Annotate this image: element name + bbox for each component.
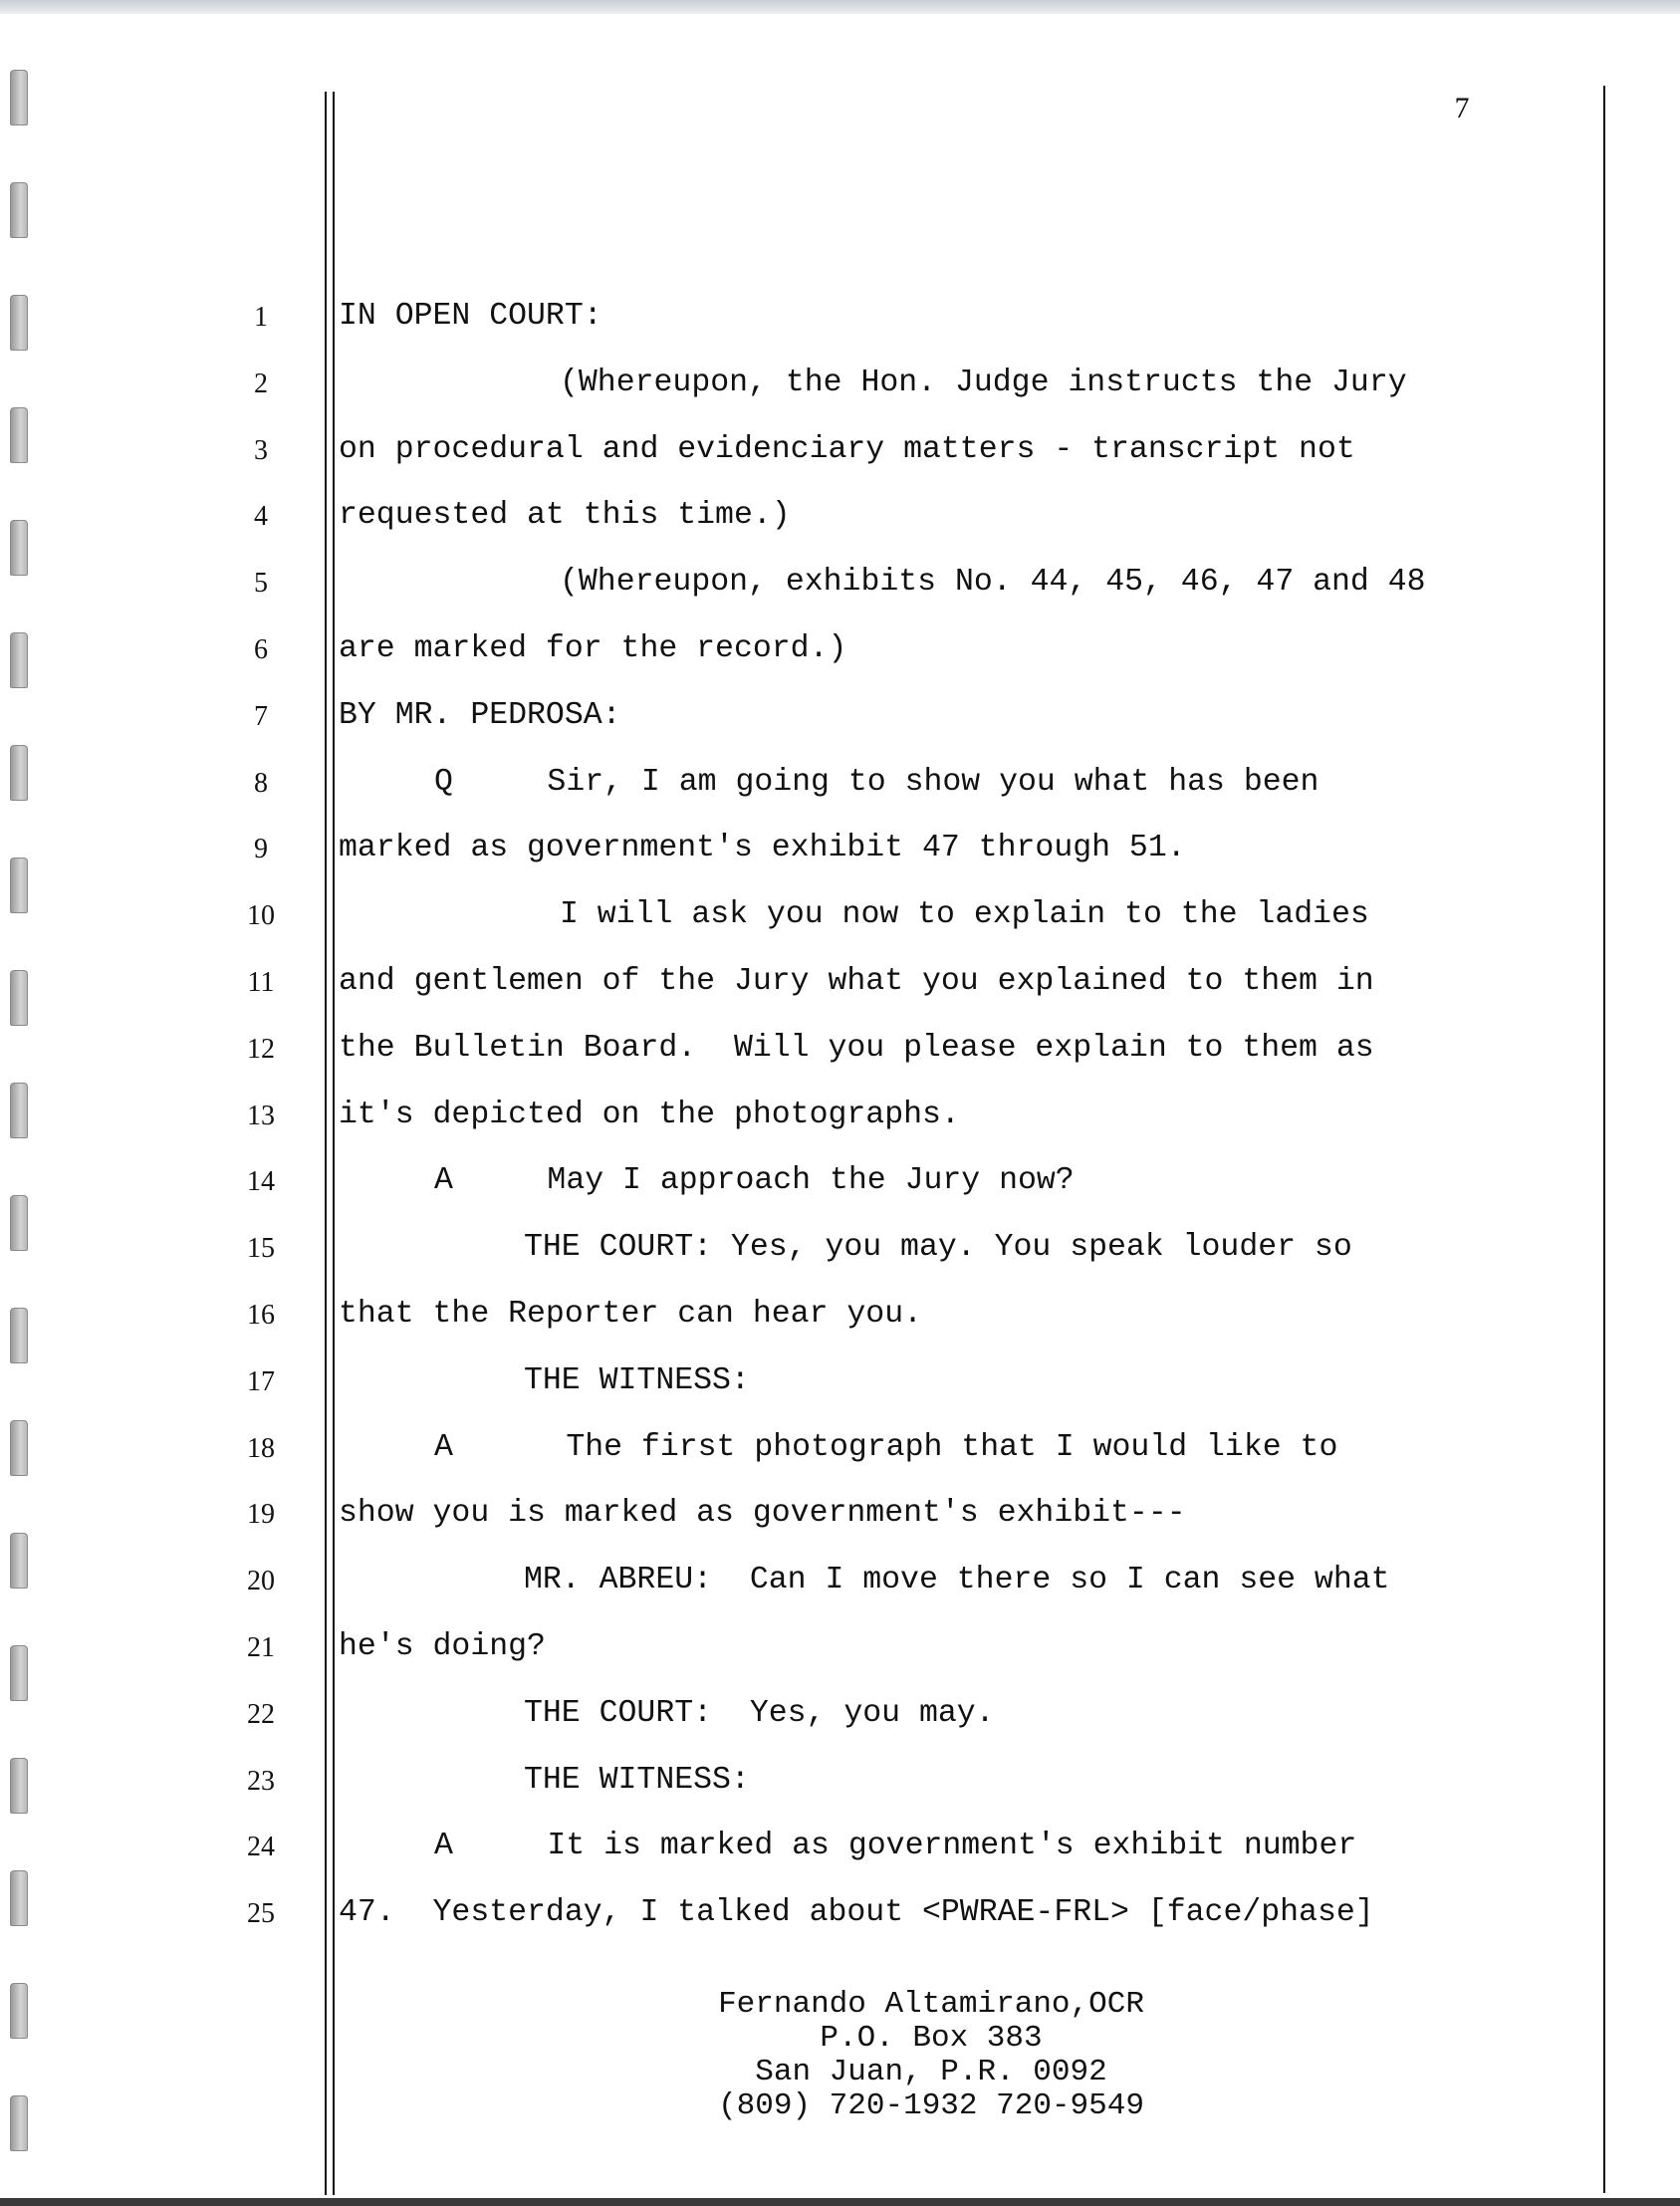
line-number: 1 [254,302,268,333]
binder-hole [10,407,28,463]
transcript-line: Q Sir, I am going to show you what has been [434,764,1320,800]
line-number: 22 [247,1698,275,1730]
line-number: 24 [247,1832,275,1863]
binder-hole [10,632,28,688]
transcript-line: he's doing? [339,1629,546,1664]
line-number: 9 [254,834,268,865]
line-number: 2 [254,368,268,399]
binder-hole [10,520,28,576]
binder-hole [10,1533,28,1589]
transcript-line: 47. Yesterday, I talked about <PWRAE-FRL> [face/phase] [339,1895,1374,1931]
line-number: 19 [247,1499,275,1531]
binder-hole [10,1758,28,1814]
line-number: 12 [247,1033,275,1065]
reporter-footer [558,1988,1305,2123]
reporter-address: P.O. Box 383 [820,2021,1043,2056]
transcript-line: THE WITNESS: [524,1362,750,1398]
line-number: 14 [247,1166,275,1198]
transcript-line: show you is marked as government's exhibit--- [339,1496,1186,1532]
line-number: 4 [254,501,268,533]
reporter-name: Fernando Altamirano,OCR [718,1987,1144,2022]
binder-hole [10,1083,28,1138]
transcript-line: I will ask you now to explain to the ladies [560,897,1369,933]
line-number: 23 [247,1765,275,1797]
transcript-line: requested at this time.) [339,498,791,534]
transcript-line: MR. ABREU: Can I move there so I can see what [524,1563,1390,1598]
transcript-line: A It is marked as government's exhibit number [434,1829,1357,1864]
line-number: 21 [247,1632,275,1663]
reporter-city: San Juan, P.R. 0092 [755,2055,1107,2089]
binder-hole [10,2095,28,2151]
page-number: 7 [1454,92,1470,124]
binder-hole [10,745,28,801]
reporter-phone: (809) 720-1932 720-9549 [718,2088,1144,2123]
line-number: 7 [254,700,268,732]
transcript-line: THE COURT: Yes, you may. You speak louder so [524,1230,1352,1266]
line-number: 20 [247,1566,275,1597]
transcript-line: and gentlemen of the Jury what you explained to them in [339,964,1374,999]
transcript-line: IN OPEN COURT: [339,299,602,334]
transcript-line: A The first photograph that I would like to [434,1429,1338,1465]
left-margin-rule-inner [333,92,335,2195]
line-number: 8 [254,767,268,799]
line-number: 25 [247,1898,275,1930]
scan-bottom-edge [0,2198,1680,2206]
binder-hole [10,1420,28,1476]
line-number: 5 [254,568,268,600]
transcript-line: are marked for the record.) [339,631,847,666]
line-number: 10 [247,900,275,932]
transcript-line: marked as government's exhibit 47 through 51. [339,831,1186,866]
line-number: 16 [247,1300,275,1331]
binder-hole [10,295,28,351]
transcript-line: on procedural and evidenciary matters - transcript not [339,431,1355,467]
right-margin-rule [1603,86,1605,2193]
transcript-line: THE COURT: Yes, you may. [524,1695,995,1731]
transcript-line: (Whereupon, the Hon. Judge instructs the Jury [560,365,1407,400]
line-number: 17 [247,1365,275,1397]
left-margin-rule-outer [325,92,327,2195]
transcript-line: the Bulletin Board. Will you please explain to them as [339,1030,1374,1066]
binder-hole [10,1308,28,1363]
transcript-line: A May I approach the Jury now? [434,1163,1075,1199]
transcript-line: (Whereupon, exhibits No. 44, 45, 46, 47 and 48 [560,565,1426,601]
binder-hole [10,1195,28,1251]
binder-hole [10,1983,28,2039]
transcript-line: THE WITNESS: [524,1762,750,1798]
scan-top-edge [0,0,1680,14]
binder-hole [10,1870,28,1926]
transcript-line: that the Reporter can hear you. [339,1297,922,1332]
binder-hole [10,182,28,238]
line-number: 6 [254,634,268,665]
transcript-line: it's depicted on the photographs. [339,1097,960,1132]
line-number: 13 [247,1100,275,1131]
line-number: 11 [247,967,275,998]
binder-hole [10,70,28,125]
line-number: 18 [247,1432,275,1464]
line-number: 15 [247,1233,275,1265]
binder-hole [10,1645,28,1701]
binder-hole [10,858,28,913]
line-number: 3 [254,434,268,466]
binder-hole [10,970,28,1026]
transcript-line: BY MR. PEDROSA: [339,697,621,733]
